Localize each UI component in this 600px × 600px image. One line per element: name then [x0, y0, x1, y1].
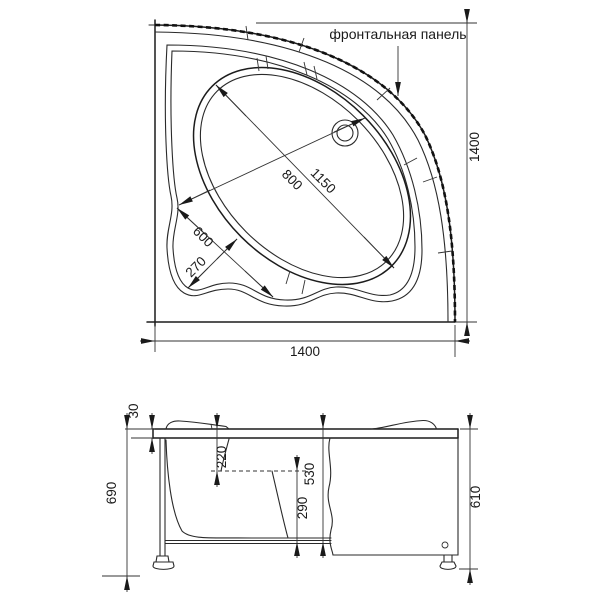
dim-width-bottom-label: 1400 [289, 344, 321, 359]
apron-panel [328, 438, 458, 555]
rim-tick-marks [246, 26, 452, 294]
bowl-inner-edge [161, 35, 442, 316]
top-view [140, 10, 482, 359]
dim-inner-depth-label: 530 [302, 462, 317, 486]
dim-rim-to-seat [214, 413, 229, 487]
dim-rim-to-seat-label: 220 [214, 445, 229, 469]
shell-outer-curve [166, 440, 331, 538]
panel-hole [442, 542, 448, 548]
dim-panel-height-label: 610 [468, 485, 483, 509]
dim-height-right-label: 1400 [467, 131, 482, 163]
dim-panel-height [459, 413, 483, 585]
inner-wall-right [272, 471, 288, 538]
dim-rim-to-bowl [183, 239, 237, 288]
left-headrest-profile [166, 421, 229, 429]
left-leg [160, 438, 165, 556]
right-foot-disc [440, 562, 456, 569]
dim-rim-thickness [125, 403, 155, 454]
dim-bowl-length-label: 1150 [307, 165, 339, 197]
dim-width-bottom [140, 325, 470, 359]
dim-total-height-label: 690 [104, 481, 119, 505]
dim-corner-to-bowl-label: 600 [189, 223, 217, 251]
dim-rim-to-bowl-label: 270 [182, 253, 210, 281]
dim-total-height [102, 413, 140, 592]
left-foot-collar [156, 556, 169, 562]
dim-inner-depth [302, 413, 323, 558]
right-foot-stem [444, 555, 452, 562]
dim-rim-thickness-label: 30 [126, 403, 141, 419]
right-headrest-profile [372, 420, 437, 429]
left-foot-disc [153, 562, 174, 569]
dim-bowl-width-label: 800 [278, 166, 306, 194]
dim-bowl-length [216, 85, 394, 268]
drain-outer-circle [332, 120, 358, 146]
dim-seat-to-bottom-label: 290 [295, 496, 310, 520]
dim-bowl-width [179, 118, 365, 205]
side-view [102, 403, 483, 592]
front-panel-label: фронтальная панель [329, 26, 467, 42]
